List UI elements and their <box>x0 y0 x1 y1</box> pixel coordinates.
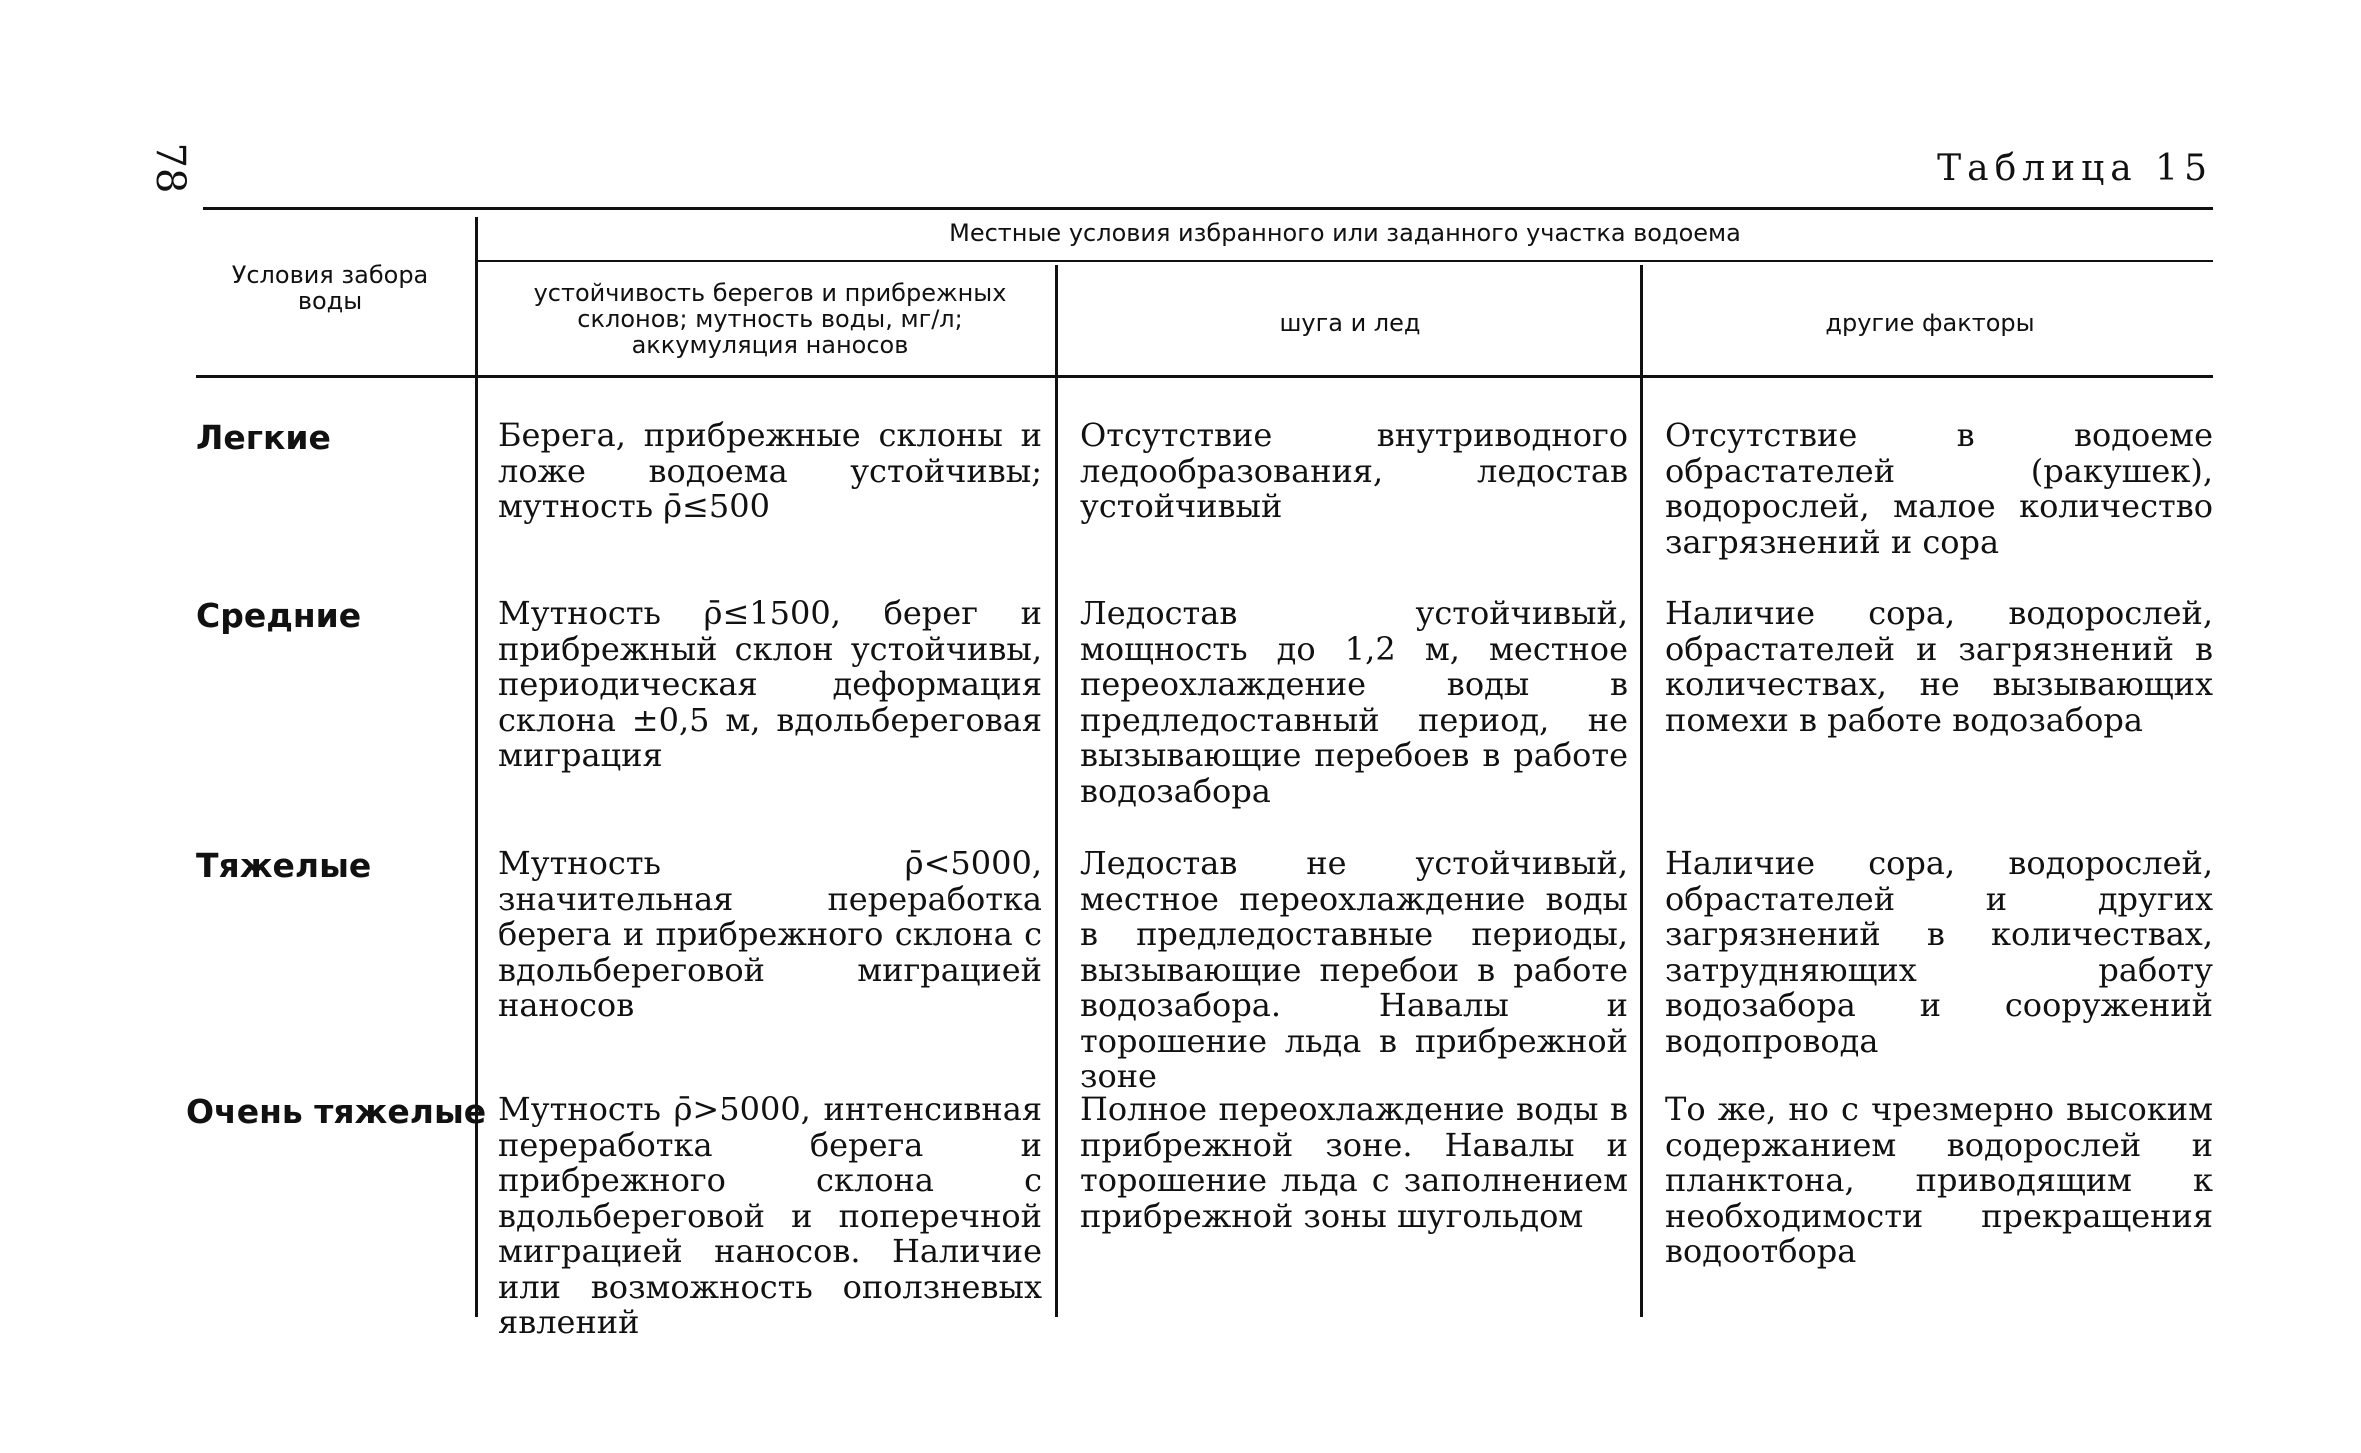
row-heavy-ice: Ледостав не устойчивый, местное переохлаждение воды в предледоставные периоды, вызывающие перебои в работе водозабора. Навалы и торошение льда в прибрежной зоне <box>1080 844 1628 1095</box>
column-divider-3 <box>1640 265 1643 1317</box>
row-light-banks: Берега, прибрежные склоны и ложе водоема устойчивы; мутность ρ̄≤500 <box>498 416 1042 525</box>
table-top-rule <box>203 207 2213 210</box>
header-bottom-rule <box>196 375 2213 378</box>
header-local-conditions: Местные условия избранного или заданного участка водоема <box>949 219 1741 247</box>
group-header-rule <box>477 260 2213 262</box>
row-medium-other: Наличие сора, водорослей, обрастателей и загрязнений в количествах, не вызывающих помехи в работе водозабора <box>1665 594 2213 739</box>
header-conditions: Условия забора воды <box>231 261 429 315</box>
row-heavy-other: Наличие сора, водорослей, обрастателей и других загрязнений в количествах, затрудняющих работу водозабора и сооружений водопровода <box>1665 844 2213 1060</box>
header-ice: шуга и лед <box>1279 309 1421 337</box>
header-banks-stability: устойчивость берегов и прибрежных склонов; мутность воды, мг/л; аккумуляция наносов <box>533 279 1007 359</box>
row-condition-heavy: Тяжелые <box>196 846 372 885</box>
row-very-heavy-other: То же, но с чрезмерно высоким содержанием водорослей и планктона, приводящим к необходимости прекращения водоотбора <box>1665 1090 2213 1270</box>
row-very-heavy-ice: Полное переохлаждение воды в прибрежной зоне. Навалы и торошение льда с заполнением прибрежной зоны шугольдом <box>1080 1090 1628 1235</box>
row-light-other: Отсутствие в водоеме обрастателей (ракушек), водорослей, малое количество загрязнений и сора <box>1665 416 2213 561</box>
column-divider-1 <box>475 217 478 1317</box>
table-caption: Таблица 15 <box>1937 148 2213 189</box>
column-divider-2 <box>1055 265 1058 1317</box>
row-light-ice: Отсутствие внутриводного ледообразования, ледостав устойчивый <box>1080 416 1628 525</box>
row-condition-very-heavy: Очень тяжелые <box>186 1092 487 1131</box>
row-heavy-banks: Мутность ρ̄<5000, значительная переработка берега и прибрежного склона с вдольбереговой миграцией наносов <box>498 844 1042 1024</box>
row-very-heavy-banks: Мутность ρ̄>5000, интенсивная переработка берега и прибрежного склона с вдольбереговой и поперечной миграцией наносов. Наличие или возможность оползневых явлений <box>498 1090 1042 1341</box>
row-medium-banks: Мутность ρ̄≤1500, берег и прибрежный склон устойчивы, периодическая деформация склона ±0,5 м, вдольбереговая миграция <box>498 594 1042 774</box>
page-number: 78 <box>147 142 193 194</box>
row-medium-ice: Ледостав устойчивый, мощность до 1,2 м, местное переохлаждение воды в предледоставный период, не вызывающие перебоев в работе водозабора <box>1080 594 1628 810</box>
row-condition-light: Легкие <box>196 418 331 457</box>
header-other-factors: другие факторы <box>1825 309 2035 337</box>
row-condition-medium: Средние <box>196 596 362 635</box>
